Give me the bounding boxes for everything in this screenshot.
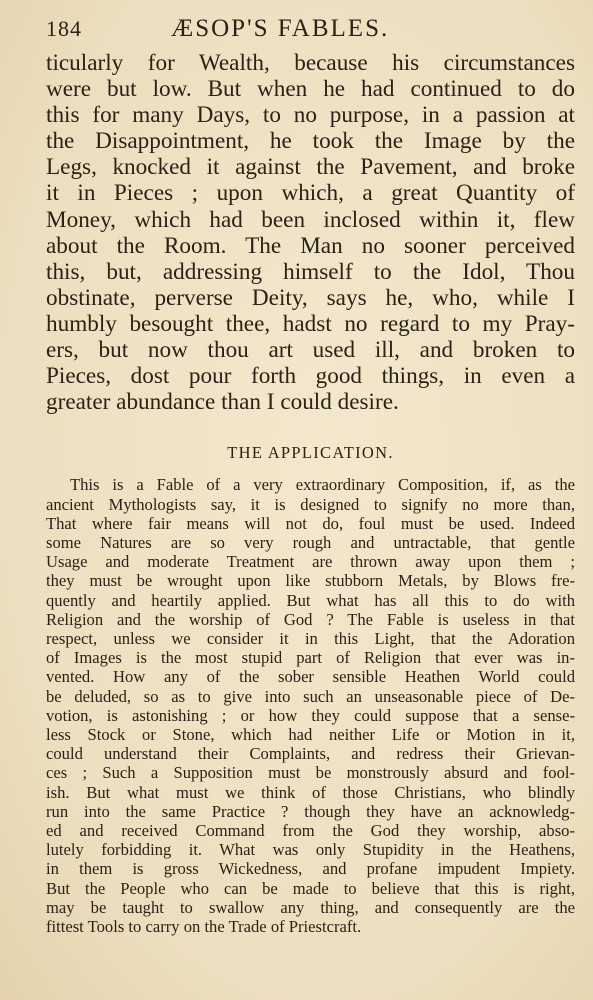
application-line: ancient Mythologists say, it is designed to signify no more than,	[46, 494, 575, 514]
application-line: Religion and the worship of God ? The Fable is useless in that	[46, 609, 575, 629]
fable-line: humbly besought thee, hadst no regard to my Pray-	[46, 310, 575, 337]
application-line: be deluded, so as to give into such an unseasonable piece of De-	[46, 686, 575, 706]
fable-line: obstinate, perverse Deity, says he, who, while I	[46, 284, 575, 311]
page-number: 184	[46, 16, 82, 41]
application-line: less Stock or Stone, which had neither Life or Motion in it,	[46, 724, 575, 744]
fable-line: Money, which had been inclosed within it, flew	[46, 206, 575, 233]
page-header	[46, 14, 575, 50]
application-line: ed and received Command from the God they worship, abso-	[46, 820, 575, 840]
fable-line: ticularly for Wealth, because his circumstances	[46, 50, 575, 76]
application-line: respect, unless we consider it in this Light, that the Adoration	[46, 628, 575, 648]
application-line: fittest Tools to carry on the Trade of Priestcraft.	[46, 916, 362, 936]
fable-line: it in Pieces ; upon which, a great Quantity of	[46, 180, 575, 207]
running-title: ÆSOP'S FABLES.	[171, 15, 390, 42]
fable-line: greater abundance than I could desire.	[46, 389, 399, 416]
section-title: THE APPLICATION.	[227, 443, 394, 463]
application-line: some Natures are so very rough and untractable, that gentle	[46, 532, 575, 552]
application-line: lutely forbidding it. What was only Stupidity in the Heathens,	[46, 840, 575, 860]
fable-line: this, but, addressing himself to the Idol, Thou	[46, 258, 575, 285]
application-line: in them is gross Wickedness, and profane impudent Impiety.	[46, 859, 575, 879]
application-line: ces ; Such a Supposition must be monstrously absurd and fool-	[46, 763, 575, 783]
application-line: Usage and moderate Treatment are thrown away upon them ;	[46, 552, 575, 572]
application-line: votion, is astonishing ; or how they could suppose that a sense-	[46, 705, 575, 725]
application-line: they must be wrought upon like stubborn Metals, by Blows fre-	[46, 571, 575, 591]
application-line: could understand their Complaints, and redress their Grievan-	[46, 744, 575, 764]
fable-line: about the Room. The Man no sooner perceived	[46, 232, 575, 259]
fable-line: the Disappointment, he took the Image by the	[46, 128, 575, 155]
application-line: ish. But what must we think of those Christians, who blindly	[46, 782, 575, 802]
fable-line: Legs, knocked it against the Pavement, and broke	[46, 154, 575, 181]
fable-line: Pieces, dost pour forth good things, in even a	[46, 363, 575, 390]
application-line: This is a Fable of a very extraordinary Composition, if, as the	[70, 475, 575, 495]
application-line: of Images is the most stupid part of Religion that ever was in-	[46, 648, 575, 668]
application-line: vented. How any of the sober sensible Heathen World could	[46, 667, 575, 687]
application-line: may be taught to swallow any thing, and consequently are the	[46, 897, 575, 917]
application-line: But the People who can be made to believe that this is right,	[46, 878, 575, 898]
fable-line: this for many Days, to no purpose, in a passion at	[46, 102, 575, 129]
fable-line: ers, but now thou art used ill, and broken to	[46, 337, 575, 364]
application-text	[46, 475, 575, 936]
fable-text	[46, 50, 575, 415]
application-line: run into the same Practice ? though they have an acknowledg-	[46, 801, 575, 821]
application-line: That where fair means will not do, foul must be used. Indeed	[46, 513, 575, 533]
application-line: quently and heartily applied. But what has all this to do with	[46, 590, 575, 610]
fable-line: were but low. But when he had continued to do	[46, 76, 575, 103]
